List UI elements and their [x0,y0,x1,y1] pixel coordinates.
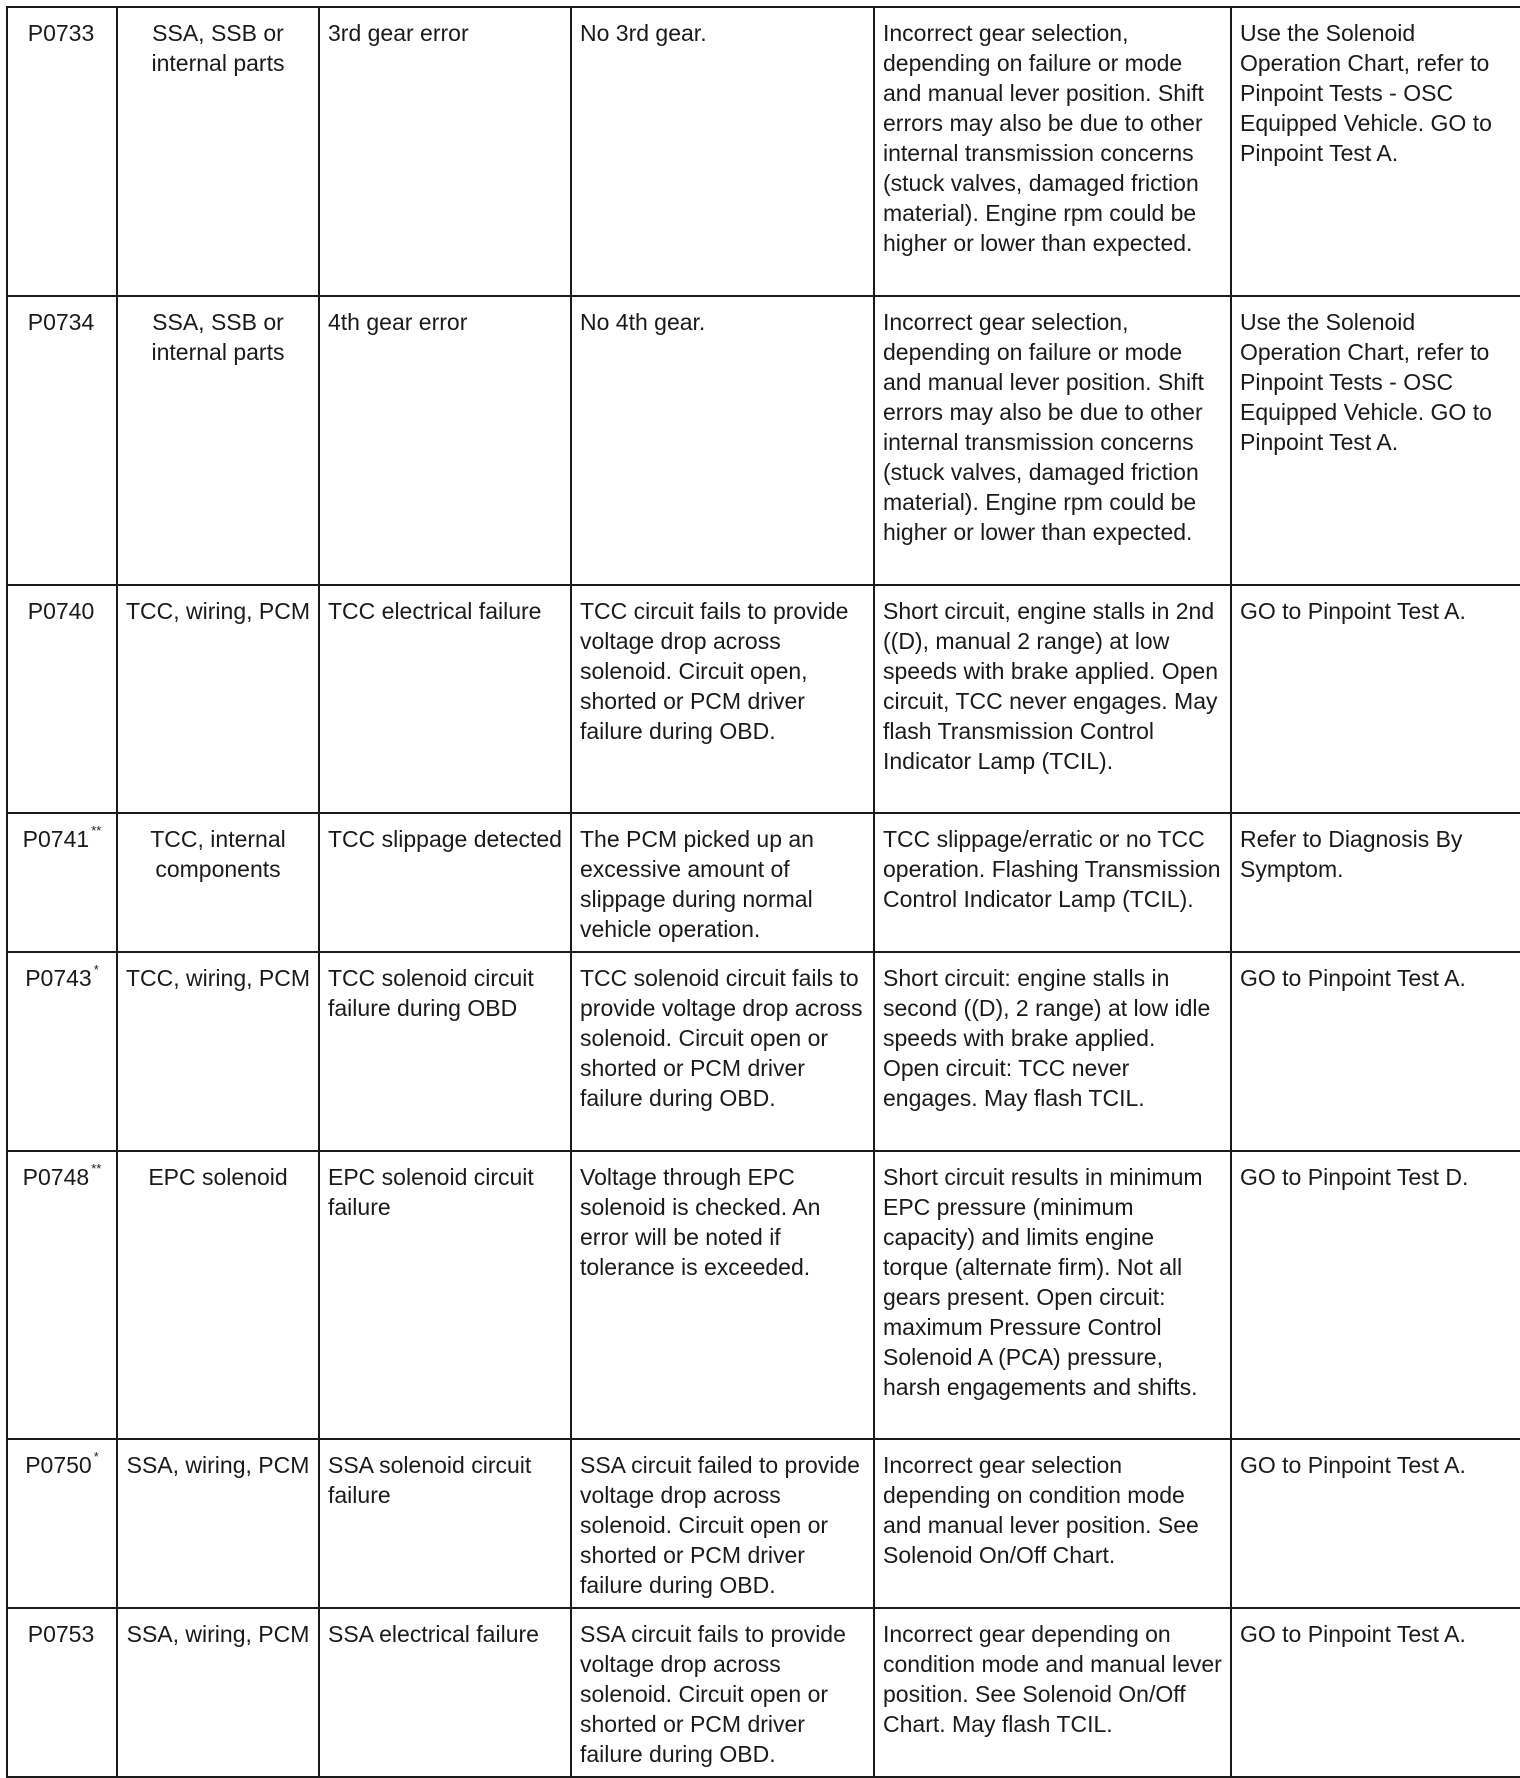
action-cell [1231,1151,1520,1439]
condition-text: No 4th gear. [580,309,706,335]
condition-text: TCC solenoid circuit fails to provide voltage drop across solenoid. Circuit open or shorted or PCM driver failure during OBD. [580,965,863,1111]
description-cell [319,296,571,585]
symptom-text: Incorrect gear selection depending on condition mode and manual lever position. See Solenoid On/Off Chart. [883,1452,1199,1568]
component-text: EPC solenoid [148,1164,288,1190]
dtc-code-wrap [25,1449,99,1478]
symptom-cell [874,1608,1231,1777]
action-text: GO to Pinpoint Test A. [1240,1452,1466,1478]
condition-cell [571,1151,874,1439]
description-text: SSA solenoid circuit failure [328,1452,532,1508]
symptom-cell [874,585,1231,813]
symptom-cell [874,1151,1231,1439]
component-cell [117,585,319,813]
action-cell [1231,813,1520,952]
description-text: SSA electrical failure [328,1621,539,1647]
dtc-table-body [7,7,1520,1777]
component-text: SSA, wiring, PCM [126,1452,310,1478]
dtc-code: P0741 [22,826,90,852]
table-row [7,1151,1520,1439]
symptom-cell [874,7,1231,296]
symptom-text: Incorrect gear depending on condition mode and manual lever position. See Solenoid On/Off Chart. May flash TCIL. [883,1621,1222,1737]
symptom-text: Short circuit, engine stalls in 2nd ((D), manual 2 range) at low speeds with brake applied. Open circuit, TCC never engages. May flash Transmission Control Indicator Lamp (TCIL). [883,598,1218,774]
table-row [7,296,1520,585]
table-row [7,952,1520,1151]
action-cell [1231,585,1520,813]
footnote-mark: ** [91,1161,102,1176]
action-cell [1231,1608,1520,1777]
description-text: TCC slippage detected [328,826,562,852]
action-text: GO to Pinpoint Test A. [1240,965,1466,991]
dtc-code: P0753 [27,1621,95,1647]
symptom-text: Incorrect gear selection, depending on failure or mode and manual lever position. Shift errors may also be due to other internal transmission concerns (stuck valves, damaged friction material). Engine rpm could be higher or lower than expected. [883,309,1204,545]
description-text: 4th gear error [328,309,468,335]
condition-cell [571,585,874,813]
dtc-code: P0734 [27,309,95,335]
condition-text: SSA circuit failed to provide voltage drop across solenoid. Circuit open or shorted or PCM driver failure during OBD. [580,1452,860,1598]
condition-text: Voltage through EPC solenoid is checked. An error will be noted if tolerance is exceeded. [580,1164,821,1280]
dtc-code-cell [7,585,117,813]
dtc-code-wrap [28,598,97,624]
condition-text: No 3rd gear. [580,20,707,46]
condition-cell [571,813,874,952]
symptom-text: Short circuit: engine stalls in second ((D), 2 range) at low idle speeds with brake applied. Open circuit: TCC never engages. May flash TCIL. [883,965,1211,1111]
footnote-mark: ** [91,823,102,838]
table-row [7,585,1520,813]
dtc-code-wrap [25,962,99,991]
action-cell [1231,296,1520,585]
symptom-text: Short circuit results in minimum EPC pressure (minimum capacity) and limits engine torque (alternate firm). Not all gears present. Open circuit: maximum Pressure Control Solenoid A (PCA) pressure, harsh engagements and shifts. [883,1164,1203,1400]
component-text: SSA, SSB or internal parts [151,309,285,365]
component-cell [117,1439,319,1608]
component-cell [117,813,319,952]
symptom-text: Incorrect gear selection, depending on failure or mode and manual lever position. Shift errors may also be due to other internal transmission concerns (stuck valves, damaged friction material). Engine rpm could be higher or lower than expected. [883,20,1204,256]
description-text: TCC electrical failure [328,598,542,624]
condition-cell [571,296,874,585]
table-row [7,1439,1520,1608]
action-text: GO to Pinpoint Test A. [1240,598,1466,624]
description-cell [319,1439,571,1608]
condition-cell [571,1439,874,1608]
action-cell [1231,1439,1520,1608]
description-cell [319,1608,571,1777]
dtc-code: P0748 [22,1164,90,1190]
description-cell [319,585,571,813]
condition-cell [571,952,874,1151]
action-text: Refer to Diagnosis By Symptom. [1240,826,1463,882]
component-text: TCC, internal components [150,826,286,882]
component-cell [117,296,319,585]
dtc-code-cell [7,1608,117,1777]
symptom-cell [874,813,1231,952]
dtc-code-wrap [22,1161,102,1190]
description-text: 3rd gear error [328,20,469,46]
action-text: GO to Pinpoint Test A. [1240,1621,1466,1647]
dtc-code-cell [7,1151,117,1439]
dtc-code-cell [7,7,117,296]
symptom-cell [874,296,1231,585]
component-cell [117,7,319,296]
table-row [7,1608,1520,1777]
component-text: TCC, wiring, PCM [125,598,310,624]
description-cell [319,7,571,296]
footnote-mark: * [93,1449,99,1464]
dtc-code-cell [7,296,117,585]
dtc-code-wrap [22,823,102,852]
action-text: Use the Solenoid Operation Chart, refer to Pinpoint Tests - OSC Equipped Vehicle. GO to Pinpoint Test A. [1240,309,1492,455]
description-text: TCC solenoid circuit failure during OBD [328,965,534,1021]
symptom-cell [874,952,1231,1151]
footnote-mark: * [93,962,99,977]
dtc-code-wrap [28,1621,97,1647]
dtc-code-wrap [28,20,97,46]
dtc-table [6,6,1520,1778]
description-cell [319,952,571,1151]
table-row [7,7,1520,296]
dtc-code-cell [7,813,117,952]
description-cell [319,1151,571,1439]
symptom-cell [874,1439,1231,1608]
component-cell [117,1608,319,1777]
dtc-code-cell [7,1439,117,1608]
action-cell [1231,7,1520,296]
action-cell [1231,952,1520,1151]
component-text: SSA, SSB or internal parts [151,20,285,76]
dtc-code: P0743 [25,965,92,991]
dtc-code: P0750 [25,1452,92,1478]
condition-text: The PCM picked up an excessive amount of slippage during normal vehicle operation. [580,826,814,942]
component-cell [117,1151,319,1439]
dtc-code-cell [7,952,117,1151]
description-cell [319,813,571,952]
action-text: Use the Solenoid Operation Chart, refer to Pinpoint Tests - OSC Equipped Vehicle. GO to Pinpoint Test A. [1240,20,1492,166]
symptom-text: TCC slippage/erratic or no TCC operation. Flashing Transmission Control Indicator Lamp (TCIL). [883,826,1221,912]
dtc-code-wrap [28,309,97,335]
component-text: TCC, wiring, PCM [125,965,310,991]
component-cell [117,952,319,1151]
dtc-code: P0733 [27,20,95,46]
condition-cell [571,1608,874,1777]
condition-text: SSA circuit fails to provide voltage drop across solenoid. Circuit open or shorted or PCM driver failure during OBD. [580,1621,846,1767]
component-text: SSA, wiring, PCM [126,1621,310,1647]
table-row [7,813,1520,952]
condition-cell [571,7,874,296]
action-text: GO to Pinpoint Test D. [1240,1164,1469,1190]
dtc-code: P0740 [27,598,95,624]
condition-text: TCC circuit fails to provide voltage drop across solenoid. Circuit open, shorted or PCM driver failure during OBD. [580,598,849,744]
description-text: EPC solenoid circuit failure [328,1164,534,1220]
